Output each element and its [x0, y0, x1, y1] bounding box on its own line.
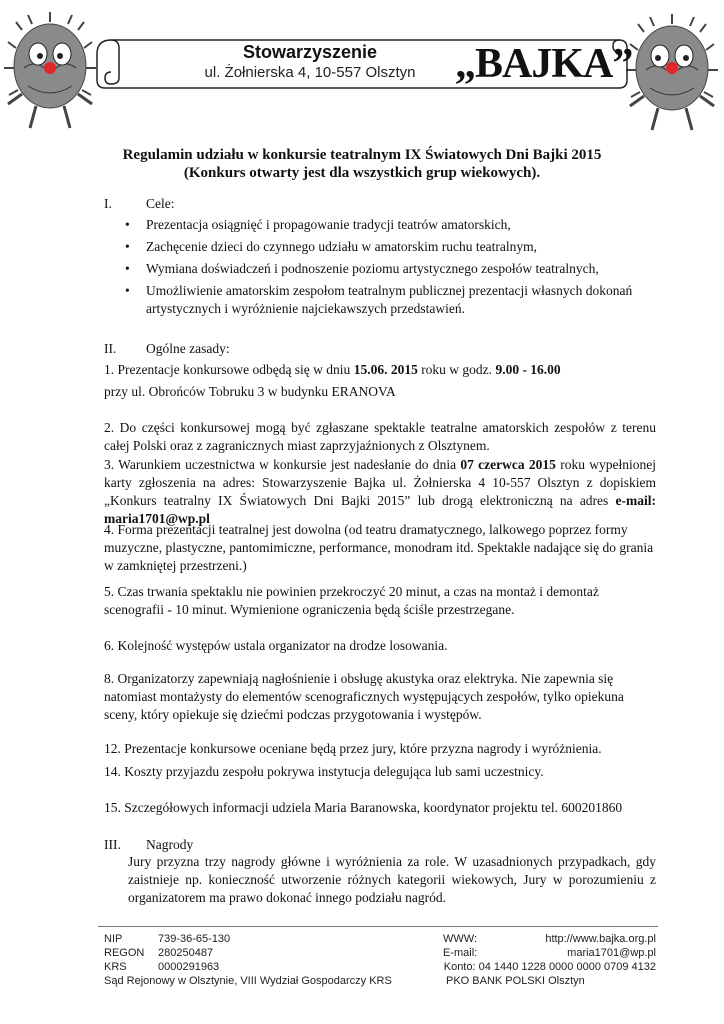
bullet-icon: •: [125, 283, 130, 298]
mascot-left-illustration: [2, 8, 98, 136]
bank-name: PKO BANK POLSKI Olsztyn: [446, 975, 585, 987]
section-1-numeral: I.: [104, 196, 112, 211]
goal-item: Wymiana doświadczeń i podnoszenie poziomu artystycznego zespołów teatralnych,: [146, 261, 599, 276]
www-label: WWW:: [443, 933, 478, 945]
title-line-2: (Konkurs otwarty jest dla wszystkich grup wiekowych).: [183, 165, 541, 181]
rule-2: 2. Do części konkursowej mogą być zgłaszane spektakle teatralne amatorskich zespołów z terenu całej Polski oraz z zagranicznych miast zaprzyjaźnionych z Olsztynem.: [104, 420, 656, 453]
regon-value: 280250487: [158, 947, 214, 959]
rule-1: 1. Prezentacje konkursowe odbędą się w dniu 15.06. 2015 roku w godz. 9.00 - 16.00: [104, 362, 561, 377]
section-2-numeral: II.: [104, 341, 117, 356]
title-line-1: Regulamin udziału w konkursie teatralnym IX Światowych Dni Bajki 2015: [122, 147, 602, 163]
email-link[interactable]: maria1701@wp.pl: [567, 947, 656, 959]
section-3-heading: Nagrody: [146, 837, 194, 852]
nip-label: NIP: [104, 933, 123, 945]
section-1-heading: Cele:: [146, 196, 175, 211]
website-link[interactable]: http://www.bajka.org.pl: [545, 933, 656, 945]
krs-value: 0000291963: [158, 961, 220, 973]
mascot-right-illustration: [624, 10, 720, 138]
rule-4: 4. Forma prezentacji teatralnej jest dowolna (od teatru dramatycznego, lalkowego poprzez formy muzyczne, plastyczne, pantomimiczne, performance, monodram itd. Spektakle nadające się do grania w zamkniętej przestrzeni.): [104, 522, 654, 573]
section-2-heading: Ogólne zasady:: [146, 341, 230, 356]
bullet-icon: •: [125, 239, 130, 254]
document-title: [60, 146, 664, 182]
rule-8: 8. Organizatorzy zapewniają nagłośnienie i obsługę akustyka oraz elektryka. Nie zapewnia się natomiast montażysty do elementów scenograficznych występujących zespołów, tylko opiekuna sceny, który opiekuje się dziećmi podczas przygotowania i występów.: [104, 671, 624, 722]
rule-3: 3. Warunkiem uczestnictwa w konkursie jest nadesłanie do dnia 07 czerwca 2015 roku wypełnionej karty zgłoszenia na adres: Stowarzyszenie Bajka ul. Żołnierska 4 10-557 Olsztyn z dopiskiem „Konkurs teatralny IX Światowych Dni Bajki 2015” lub drogą elektroniczną na adres e-mail: maria1701@wp.pl: [104, 457, 656, 526]
rule-1-place: przy ul. Obrońców Tobruku 3 w budynku ERANOVA: [104, 384, 396, 399]
rule-15: 15. Szczegółowych informacji udziela Maria Baranowska, koordynator projektu tel. 600201860: [104, 800, 623, 815]
nip-value: 739-36-65-130: [158, 933, 231, 945]
org-address: ul. Żołnierska 4, 10-557 Olsztyn: [204, 64, 416, 81]
section-3-numeral: III.: [104, 837, 121, 852]
rule-14: 14. Koszty przyjazdu zespołu pokrywa instytucja delegująca lub sami uczestnicy.: [104, 764, 544, 779]
bank-account: Konto: 04 1440 1228 0000 0000 0709 4132: [443, 961, 656, 973]
krs-label: KRS: [104, 961, 127, 973]
goal-item: Prezentacja osiągnięć i propagowanie tradycji teatrów amatorskich,: [146, 217, 511, 232]
org-name: Stowarzyszenie: [242, 42, 378, 62]
goal-item: Umożliwienie amatorskim zespołom teatralnym publicznej prezentacji własnych dokonań artystycznych i wyróżnienie najciekawszych przedstawień.: [146, 283, 633, 316]
footer-divider: [98, 926, 658, 927]
rule-6: 6. Kolejność występów ustala organizator na drodze losowania.: [104, 638, 448, 653]
prizes-text: Jury przyzna trzy nagrody główne i wyróżnienia za role. W uzasadnionych przypadkach, gdy zaistnieje np. konieczność utworzenie różnych kategorii wiekowych, Jury w porozumieniu z organizatorem ma prawo dokonać innego podziału nagród.: [128, 854, 656, 905]
rule-12: 12. Prezentacje konkursowe oceniane będą przez jury, które przyzna nagrody i wyróżnienia.: [104, 741, 602, 756]
bullet-icon: •: [125, 217, 130, 232]
bullet-icon: •: [125, 261, 130, 276]
brand-logo-text: „BAJKA”: [455, 41, 633, 87]
contact-email: e-mail: maria1701@wp.pl: [104, 493, 656, 526]
court-registry: Sąd Rejonowy w Olsztynie, VIII Wydział Gospodarczy KRS: [104, 975, 392, 987]
email-label: E-mail:: [443, 947, 478, 959]
goal-item: Zachęcenie dzieci do czynnego udziału w amatorskim ruchu teatralnym,: [146, 239, 537, 254]
regon-label: REGON: [104, 947, 145, 959]
rule-5: 5. Czas trwania spektaklu nie powinien przekroczyć 20 minut, a czas na montaż i demontaż scenografii - 10 minut. Wymienione ograniczenia będą ściśle przestrzegane.: [104, 584, 599, 617]
